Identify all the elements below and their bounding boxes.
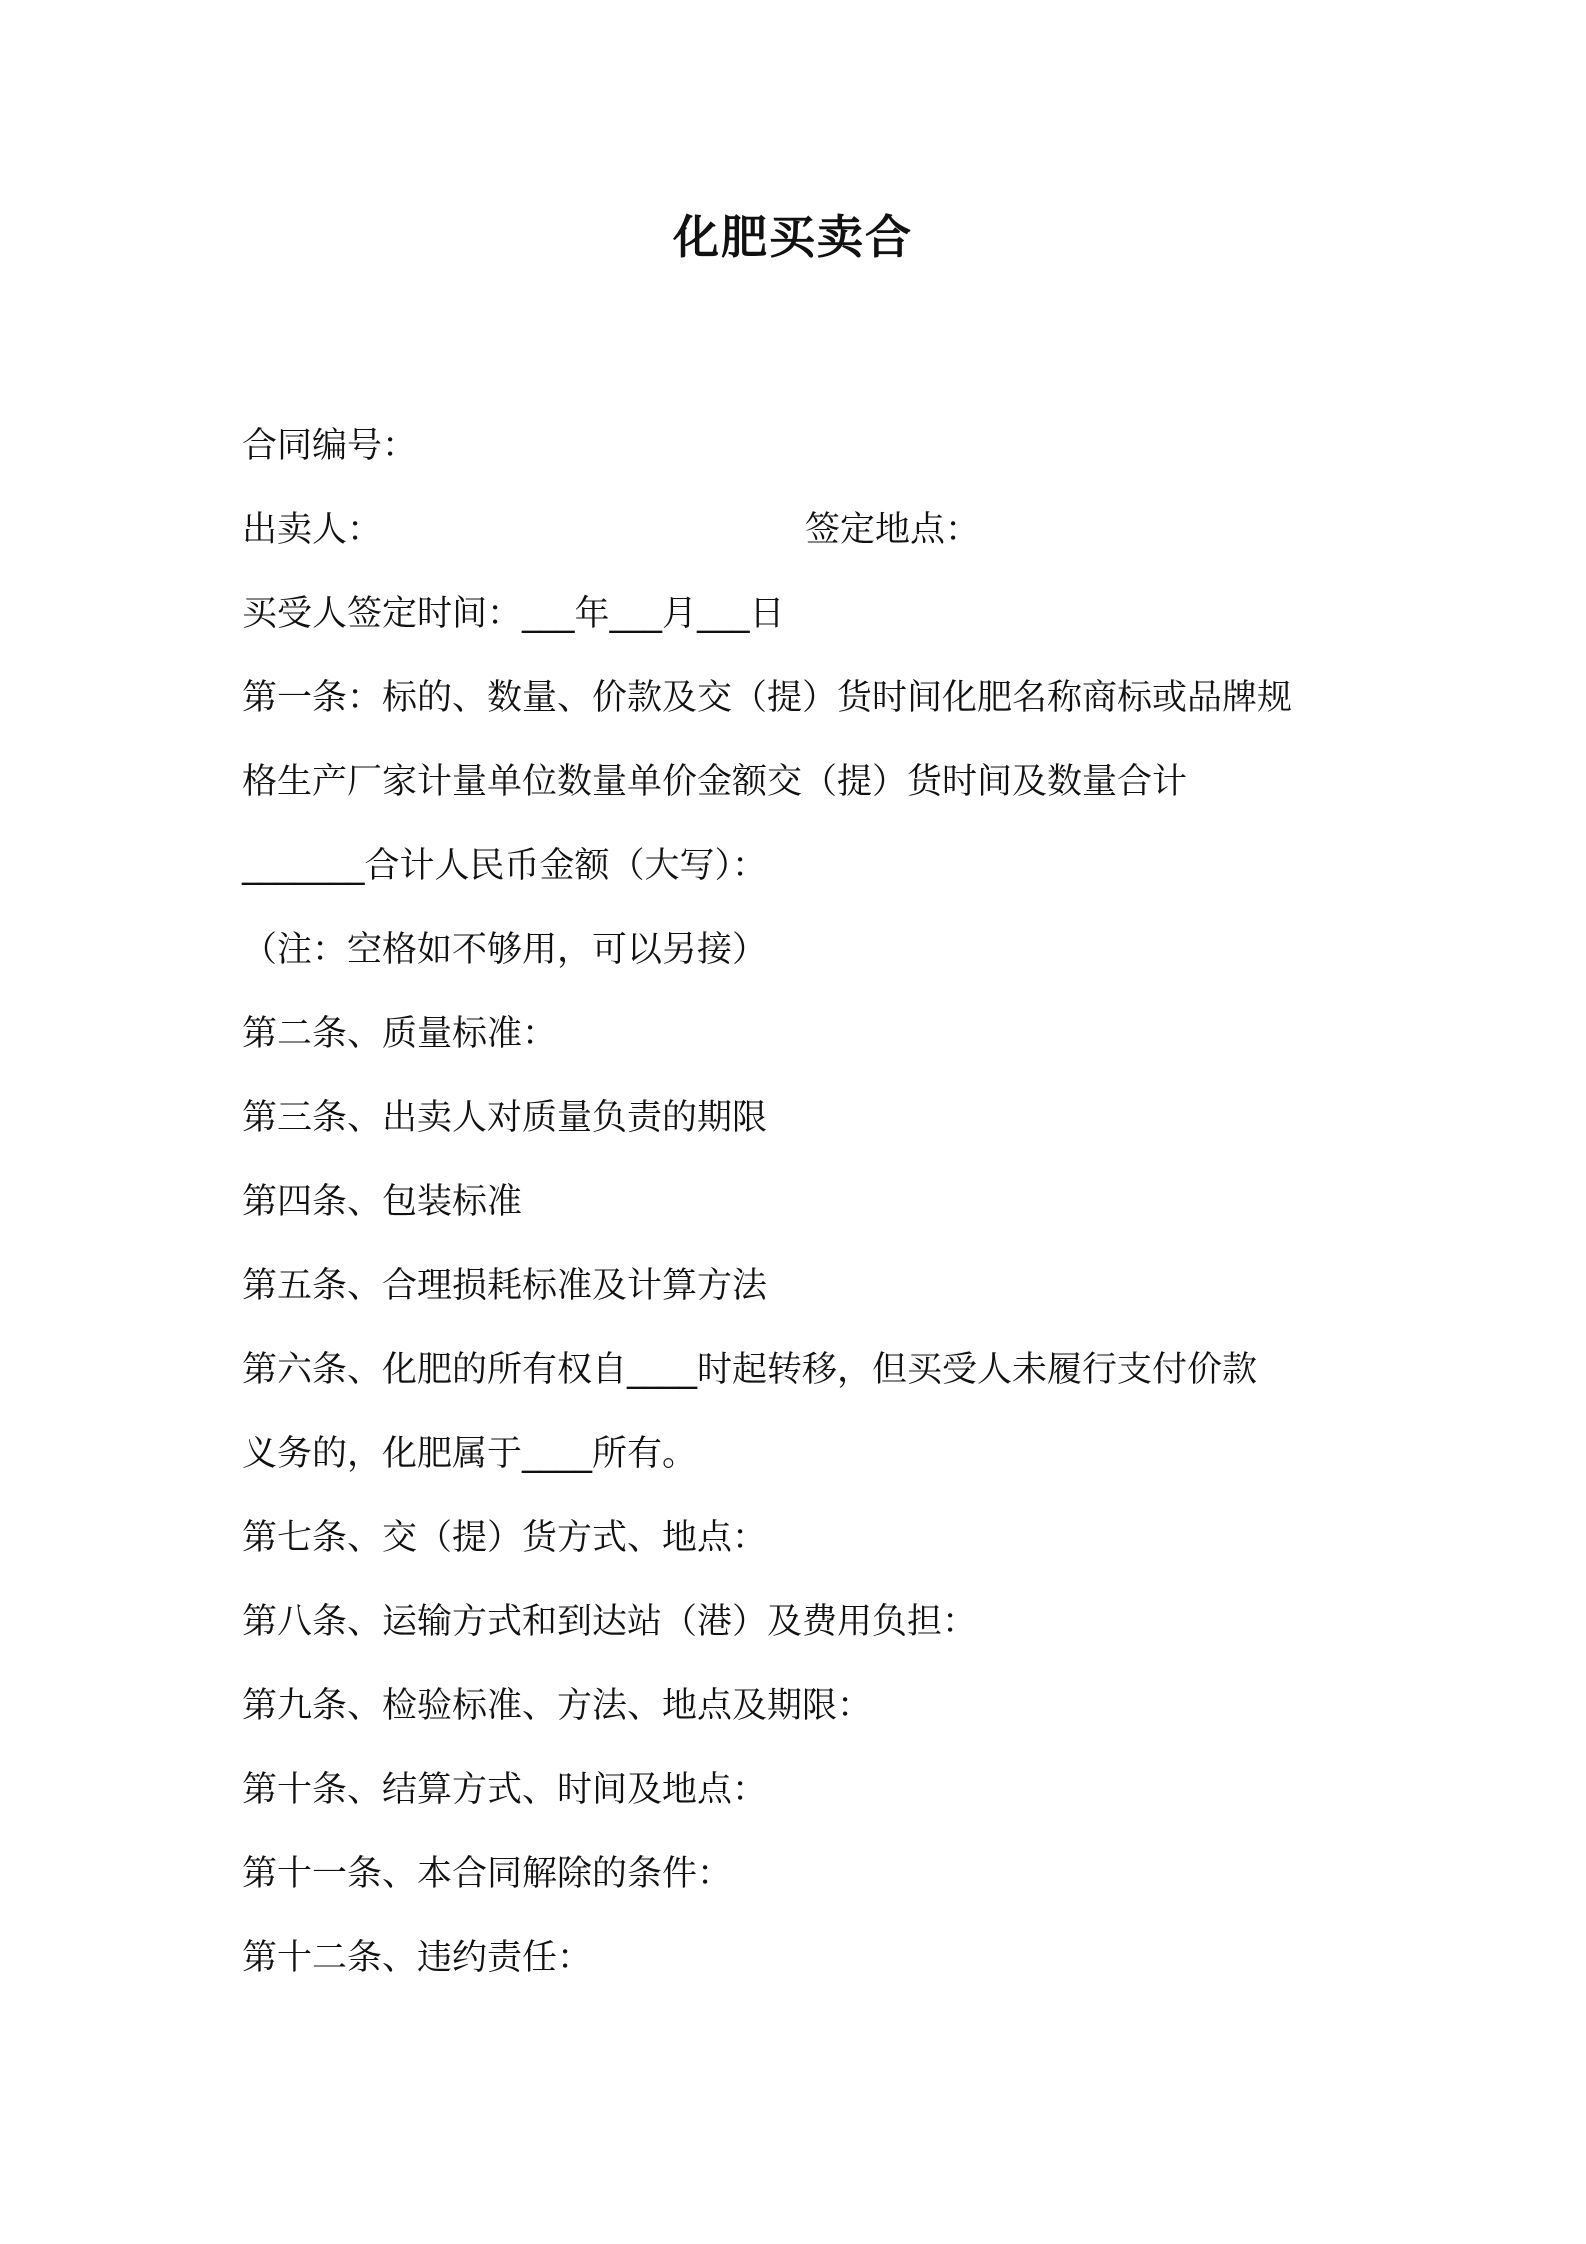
clause-line: _______合计人民币金额（大写）：	[242, 846, 768, 886]
clause-line: 第一条：标的、数量、价款及交（提）货时间化肥名称商标或品牌规	[242, 678, 1293, 718]
clause-line: 第三条、出卖人对质量负责的期限	[242, 1098, 768, 1138]
buyer-sign-time-label: 买受人签定时间：___年___月___日	[242, 594, 785, 634]
document-title: 化肥买卖合	[673, 210, 913, 264]
clause-line: 义务的，化肥属于____所有。	[242, 1434, 698, 1474]
clause-line: 格生产厂家计量单位数量单价金额交（提）货时间及数量合计	[242, 762, 1188, 802]
clause-line: 第六条、化肥的所有权自____时起转移，但买受人未履行支付价款	[242, 1350, 1258, 1390]
contract-body	[242, 404, 1382, 2000]
contract-number-label: 合同编号：	[242, 426, 418, 466]
clause-line: 第十一条、本合同解除的条件：	[242, 1854, 733, 1894]
clause-line: 第十二条、违约责任：	[242, 1938, 593, 1978]
clause-line: 第四条、包装标准	[242, 1182, 523, 1222]
clause-line: 第七条、交（提）货方式、地点：	[242, 1518, 768, 1558]
clause-note: （注：空格如不够用，可以另接）	[242, 930, 768, 970]
clause-line: 第二条、质量标准：	[242, 1014, 558, 1054]
clause-line: 第八条、运输方式和到达站（港）及费用负担：	[242, 1602, 978, 1642]
sign-place-label: 签定地点：	[805, 510, 981, 550]
clause-line: 第五条、合理损耗标准及计算方法	[242, 1266, 768, 1306]
seller-label: 出卖人：	[242, 510, 383, 550]
buyer-sign-time-line	[242, 572, 1382, 656]
clause-line: 第九条、检验标准、方法、地点及期限：	[242, 1686, 873, 1726]
contract-number-line	[242, 404, 1382, 488]
clause-line: 第十条、结算方式、时间及地点：	[242, 1770, 768, 1810]
seller-line	[242, 488, 1382, 572]
